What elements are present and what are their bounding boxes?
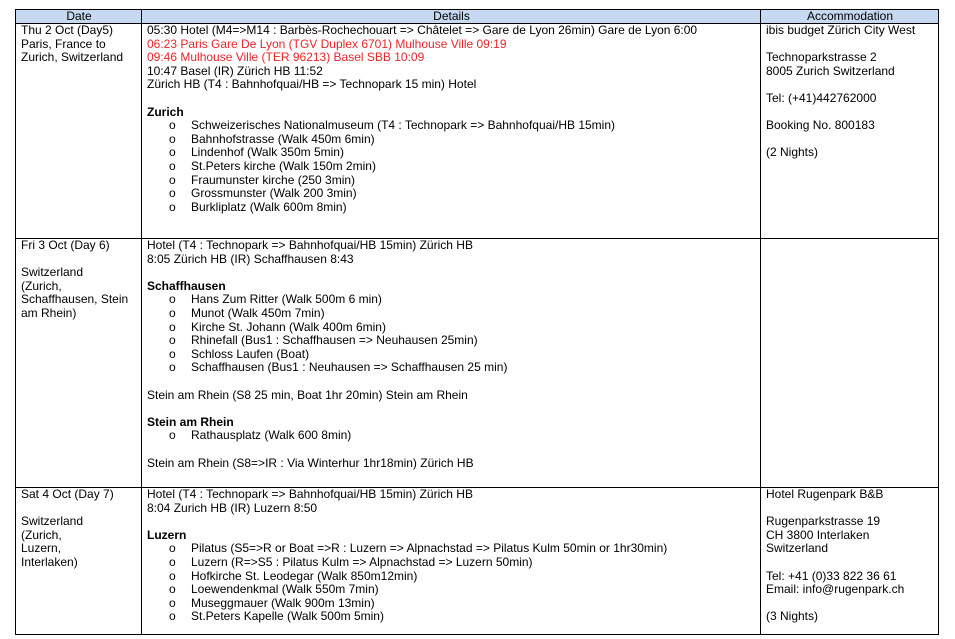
attraction-item [147,307,756,321]
accommodation-line: Booking No. 800183 [766,118,875,133]
bullet-icon: o [169,360,176,375]
spacer [766,597,934,611]
attraction-text: Hans Zum Ritter (Walk 500m 6 min) [191,292,382,307]
attraction-item [147,293,756,307]
attraction-text: Schaffhausen (Bus1 : Neuhausen => Schaffhausen 25 min) [191,360,508,375]
bullet-icon: o [169,554,176,569]
bullet-icon: o [169,582,176,597]
section-heading: Stein am Rhein [147,414,234,429]
date-line: Sat 4 Oct (Day 7) [21,487,114,501]
section-heading: Schaffhausen [147,278,226,293]
detail-line: 10:47 Basel (IR) Zürich HB 11:52 [147,63,323,78]
attraction-text: Burkliplatz (Walk 600m 8min) [191,199,347,214]
date-line: Zurich, Switzerland [21,50,124,65]
details-cell [142,24,761,239]
date-line [21,253,137,267]
header-row [16,10,939,24]
bullet-icon: o [169,172,176,187]
date-line: Switzerland [21,514,84,529]
date-line: Fri 3 Oct (Day 6) [21,238,110,252]
bullet-icon: o [169,595,176,610]
attraction-text: Kirche St. Johann (Walk 400m 6min) [191,319,386,334]
bullet-icon: o [169,319,176,334]
bullet-icon: o [169,305,176,320]
date-line: am Rhein) [21,305,77,320]
attraction-text: Bahnhofstrasse (Walk 450m 6min) [191,131,375,146]
accommodation-line: Hotel Rugenpark B&B [766,487,884,501]
attraction-item [147,429,756,443]
attraction-text: Schweizerisches Nationalmuseum (T4 : Technopark => Bahnhofquai/HB 15min) [191,118,615,133]
attraction-text: Loewendenkmal (Walk 550m 7min) [191,582,379,597]
accommodation-line: ibis budget Zürich City West [766,23,916,37]
header-date: Date [16,10,142,24]
spacer [147,402,756,416]
date-cell [16,488,142,635]
spacer [766,556,934,570]
bullet-icon: o [169,292,176,307]
accommodation-line: Switzerland [766,541,829,556]
accommodation-line: CH 3800 Interlaken [766,527,870,542]
attraction-text: Lindenhof (Walk 350m 5min) [191,145,344,160]
attraction-item [147,348,756,362]
spacer [766,38,934,52]
spacer [766,106,934,120]
attraction-item [147,334,756,348]
spacer [147,92,756,106]
bullet-icon: o [169,428,176,443]
accommodation-cell [761,239,939,488]
spacer [147,375,756,389]
attraction-text: Luzern (R=>S5 : Pilatus Kulm => Alpnachstad => Luzern 50min) [191,554,533,569]
header-details: Details [142,10,761,24]
details-cell [142,488,761,635]
bullet-icon: o [169,199,176,214]
accommodation-line: Email: info@rugenpark.ch [766,582,905,597]
details-cell [142,239,761,488]
spacer [147,443,756,457]
accommodation-line: Technoparkstrasse 2 [766,50,877,65]
detail-line: Stein am Rhein (S8=>IR : Via Winterhur 1hr18min) Zürich HB [147,455,474,470]
bullet-icon: o [169,118,176,133]
date-line: Luzern, [21,541,62,556]
attraction-item [147,542,756,556]
date-line: Switzerland [21,265,84,280]
attraction-item [147,174,756,188]
attraction-text: Munot (Walk 450m 7min) [191,305,325,320]
bullet-icon: o [169,346,176,361]
section-heading: Luzern [147,527,187,542]
accommodation-line: (2 Nights) [766,145,819,160]
section-heading: Zurich [147,104,184,119]
spacer [766,502,934,516]
accommodation-line: Rugenparkstrasse 19 [766,514,881,529]
attraction-item [147,133,756,147]
bullet-icon: o [169,541,176,556]
attraction-text: St.Peters Kapelle (Walk 500m 5min) [191,609,384,624]
attraction-text: Hofkirche St. Leodegar (Walk 850m12min) [191,568,418,583]
date-line: Thu 2 Oct (Day5) [21,23,114,37]
attraction-text: Museggmauer (Walk 900m 13min) [191,595,375,610]
bullet-icon: o [169,568,176,583]
accommodation-line: (3 Nights) [766,609,819,624]
bullet-icon: o [169,131,176,146]
bullet-icon: o [169,158,176,173]
date-line: (Zurich, [21,527,62,542]
date-line: Paris, France to [21,36,106,51]
attraction-item [147,583,756,597]
attraction-item [147,570,756,584]
attraction-item [147,556,756,570]
detail-line: 8:05 Zürich HB (IR) Schaffhausen 8:43 [147,251,354,266]
detail-line: 8:04 Zurich HB (IR) Luzern 8:50 [147,500,318,515]
attraction-item [147,321,756,335]
bullet-icon: o [169,333,176,348]
attraction-text: Grossmunster (Walk 200 3min) [191,186,357,201]
attraction-text: Rathausplatz (Walk 600 8min) [191,428,352,443]
accommodation-cell [761,24,939,239]
date-line: Schaffhausen, Stein [21,292,129,307]
detail-line: 05:30 Hotel (M4=>M14 : Barbès-Rochechouart => Châtelet => Gare de Lyon 26min) Gare de Lyon 6:00 [147,23,698,37]
accommodation-line: Tel: +41 (0)33 822 36 61 [766,568,897,583]
detail-line: Hotel (T4 : Technopark => Bahnhofquai/HB 15min) Zürich HB [147,487,473,501]
attraction-item [147,160,756,174]
attraction-text: St.Peters kirche (Walk 150m 2min) [191,158,376,173]
spacer [147,266,756,280]
accommodation-cell [761,488,939,635]
date-line [21,502,137,516]
accommodation-line: Tel: (+41)442762000 [766,90,877,105]
detail-line: Stein am Rhein (S8 25 min, Boat 1hr 20min) Stein am Rhein [147,387,468,402]
bullet-icon: o [169,145,176,160]
attraction-text: Fraumunster kirche (250 3min) [191,172,356,187]
attraction-item [147,119,756,133]
header-accommodation: Accommodation [761,10,939,24]
spacer [766,133,934,147]
day-row-2 [16,239,939,488]
attraction-item [147,201,756,215]
itinerary-table [15,9,939,635]
detail-line: Hotel (T4 : Technopark => Bahnhofquai/HB 15min) Zürich HB [147,238,473,252]
date-cell [16,239,142,488]
detail-line: 09:46 Mulhouse Ville (TER 96213) Basel SBB 10:09 [147,50,425,65]
date-cell [16,24,142,239]
attraction-item [147,361,756,375]
spacer [766,78,934,92]
attraction-text: Rhinefall (Bus1 : Schaffhausen => Neuhausen 25min) [191,333,478,348]
attraction-item [147,610,756,624]
bullet-icon: o [169,186,176,201]
day-row-1 [16,24,939,239]
attraction-item [147,597,756,611]
attraction-item [147,146,756,160]
detail-line: Zürich HB (T4 : Bahnhofquai/HB => Technopark 15 min) Hotel [147,77,477,92]
accommodation-line: 8005 Zurich Switzerland [766,63,895,78]
detail-line: 06:23 Paris Gare De Lyon (TGV Duplex 6701) Mulhouse Ville 09:19 [147,36,507,51]
bullet-icon: o [169,609,176,624]
attraction-text: Schloss Laufen (Boat) [191,346,310,361]
date-line: Interlaken) [21,554,78,569]
attraction-text: Pilatus (S5=>R or Boat =>R : Luzern => Alpnachstad => Pilatus Kulm 50min or 1hr30min) [191,541,668,556]
date-line: (Zurich, [21,278,62,293]
attraction-item [147,187,756,201]
spacer [147,515,756,529]
day-row-3 [16,488,939,635]
